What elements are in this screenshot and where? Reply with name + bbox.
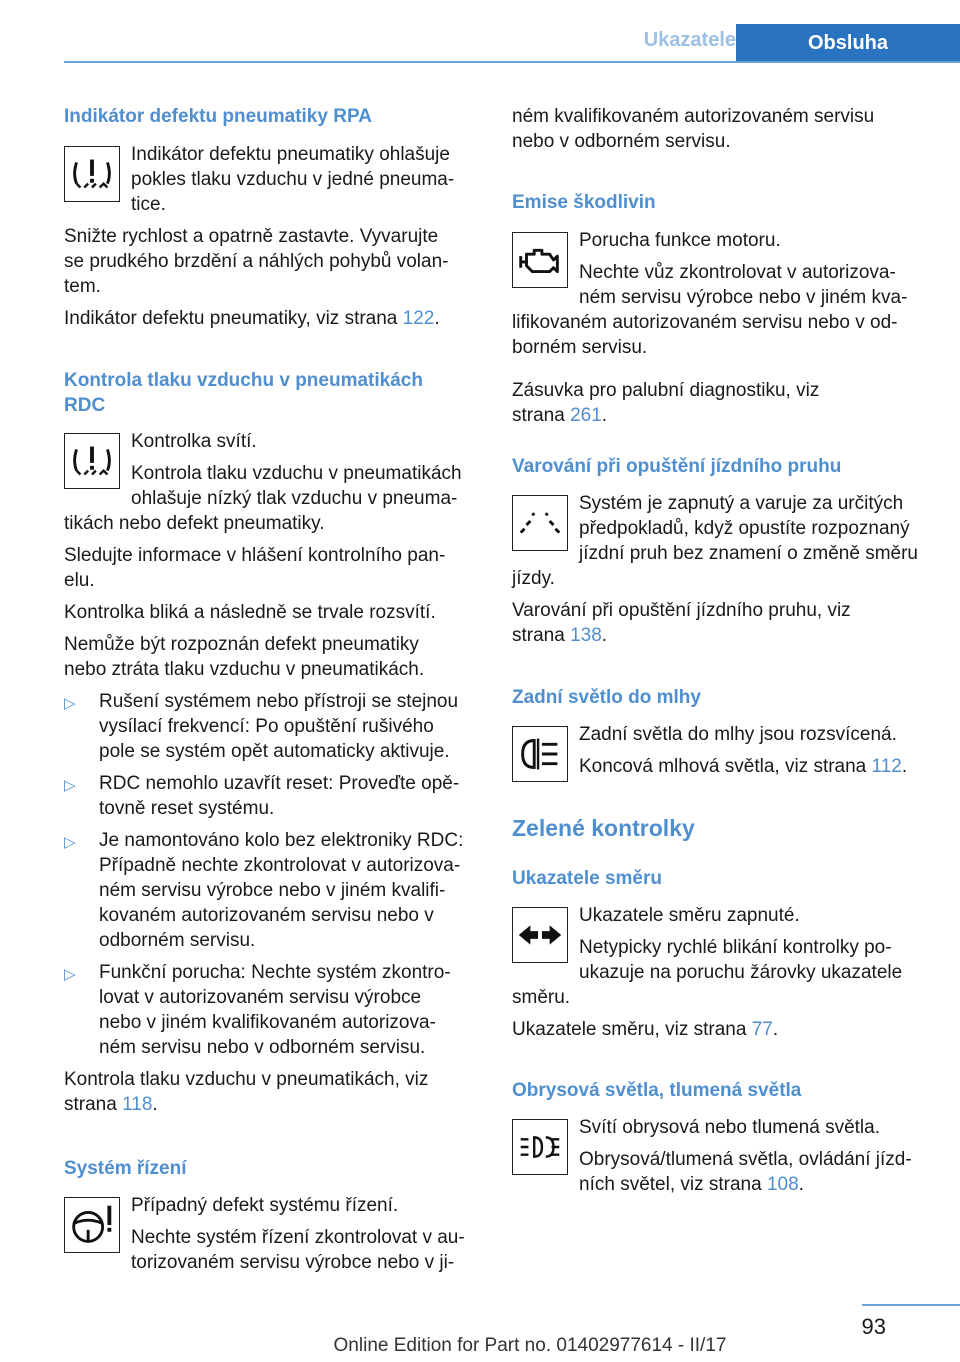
edition-footer: Online Edition for Part no. 01402977614 - II/17 [333, 1335, 727, 1356]
lane-text-line: jízdní pruh bez znamení o změně směru [579, 543, 919, 564]
bullet-icon: ▷ [64, 777, 76, 794]
rdc-paragraph-line: Sledujte informace v hlášení kontrolního pan‐ [64, 545, 446, 566]
list-item: Rušení systémem nebo přístroji se stejnou [99, 691, 459, 712]
list-item: Případně nechte zkontrolovat v autorizova‐ [99, 855, 461, 876]
reference-text: ních světel, viz strana [579, 1174, 767, 1195]
list-item: lovat v autorizovaném servisu výrobce [99, 987, 422, 1008]
emissions-text-line: Porucha funkce motoru. [579, 230, 781, 251]
page-link[interactable]: 118 [122, 1094, 153, 1115]
list-item: ném servisu nebo v odborném servisu. [99, 1037, 426, 1058]
rpa-text-line: Indikátor defektu pneumatiky ohlašuje [131, 144, 450, 165]
rdc-reference: strana 118. [64, 1094, 158, 1115]
rdc-paragraph-line: Kontrolka bliká a následně se trvale rozsvítí. [64, 602, 436, 623]
fog-heading: Zadní světlo do mlhy [512, 687, 701, 708]
green-indicators-heading: Zelené kontrolky [512, 815, 695, 841]
reference-text: strana [512, 625, 571, 646]
lane-text-line: Systém je zapnutý a varuje za určitých [579, 493, 904, 514]
steering-text-line: Nechte systém řízení zkontrolovat v au‐ [131, 1227, 465, 1248]
rpa-paragraph-line: tem. [64, 276, 101, 297]
parking-lights-heading: Obrysová světla, tlumená světla [512, 1080, 802, 1101]
page-link[interactable]: 77 [751, 1019, 773, 1040]
bullet-icon: ▷ [64, 695, 76, 712]
page-number: 93 [861, 1314, 886, 1339]
lane-heading: Varování při opuštění jízdního pruhu [512, 456, 842, 477]
steering-warning-icon [64, 1197, 120, 1253]
turn-text-line: směru. [512, 987, 571, 1008]
turn-text-line: ukazuje na poruchu žárovky ukazatele [579, 962, 903, 983]
lane-text-line: předpokladů, když opustíte rozpoznaný [579, 518, 910, 539]
emissions-reference-line: Zásuvka pro palubní diagnostiku, viz [512, 380, 820, 401]
emissions-reference: strana 261. [512, 405, 608, 426]
header-section-label: Ukazatele [643, 29, 736, 51]
list-item: kovaném autorizovaném servisu nebo v [99, 905, 434, 926]
page-link[interactable]: 112 [871, 756, 902, 777]
page-link[interactable]: 122 [402, 308, 435, 329]
bullet-icon: ▷ [64, 966, 76, 983]
continued-text-line: nebo v odborném servisu. [512, 131, 731, 152]
parking-lights-icon [512, 1119, 568, 1175]
turn-reference: Ukazatele směru, viz strana 77. [512, 1019, 779, 1040]
steering-text-line: Případný defekt systému řízení. [131, 1195, 399, 1216]
reference-text: strana [64, 1094, 123, 1115]
tire-pressure-warning-icon [64, 433, 120, 489]
steering-heading: Systém řízení [64, 1158, 187, 1179]
rpa-paragraph-line: Snižte rychlost a opatrně zastavte. Vyvarujte [64, 226, 439, 247]
emissions-text-line: borném servisu. [512, 337, 648, 358]
lane-departure-icon [512, 495, 568, 551]
emissions-heading: Emise škodlivin [512, 192, 656, 213]
page-header [64, 24, 960, 62]
rdc-text-line: Kontrolka svítí. [131, 431, 257, 452]
rear-fog-light-icon [512, 726, 568, 782]
emissions-text-line: ném servisu výrobce nebo v jiném kva‐ [579, 287, 908, 308]
list-item: Funkční porucha: Nechte systém zkontro‐ [99, 962, 451, 983]
list-item: RDC nemohlo uzavřít reset: Proveďte opě‐ [99, 773, 460, 794]
rdc-paragraph-line: elu. [64, 570, 95, 591]
rpa-text-line: pokles tlaku vzduchu v jedné pneuma‐ [131, 169, 455, 190]
page-link[interactable]: 108 [766, 1174, 799, 1195]
reference-text: Ukazatele směru, viz strana [512, 1019, 752, 1040]
tire-pressure-warning-icon [64, 146, 120, 202]
fog-reference: Koncová mlhová světla, viz strana 112. [579, 756, 908, 777]
list-item: odborném servisu. [99, 930, 256, 951]
rpa-paragraph-line: se prudkého brzdění a náhlých pohybů volan‐ [64, 251, 449, 272]
rdc-paragraph-line: Nemůže být rozpoznán defekt pneumatiky [64, 634, 419, 655]
rdc-text-line: tikách nebo defekt pneumatiky. [64, 513, 325, 534]
reference-text: strana [512, 405, 571, 426]
list-item: Je namontováno kolo bez elektroniky RDC: [99, 830, 464, 851]
list-item: vysílací frekvencí: Po opuštění rušivého [99, 716, 434, 737]
turn-text-line: Ukazatele směru zapnuté. [579, 905, 800, 926]
list-item: ném servisu výrobce nebo v jiném kvalifi‐ [99, 880, 446, 901]
rpa-heading: Indikátor defektu pneumatiky RPA [64, 106, 372, 127]
lane-reference: strana 138. [512, 625, 608, 646]
page-link[interactable]: 261 [570, 405, 602, 426]
list-item: pole se systém opět automaticky aktivuje. [99, 741, 450, 762]
list-item: nebo v jiném kvalifikovaném autorizova‐ [99, 1012, 436, 1033]
header-chapter-tab[interactable]: Obsluha [736, 24, 960, 62]
rdc-paragraph-line: nebo ztráta tlaku vzduchu v pneumatikách. [64, 659, 425, 680]
steering-text-line: torizovaném servisu výrobce nebo v ji‐ [131, 1252, 455, 1273]
footer-rule [862, 1304, 960, 1306]
emissions-text-line: lifikovaném autorizovaném servisu nebo v od‐ [512, 312, 898, 333]
check-engine-icon [512, 232, 568, 288]
parking-text-line: Svítí obrysová nebo tlumená světla. [579, 1117, 880, 1138]
lane-text-line: jízdy. [512, 568, 555, 589]
reference-text: Indikátor defektu pneumatiky, viz strana [64, 308, 403, 329]
fog-text-line: Zadní světla do mlhy jsou rozsvícená. [579, 724, 897, 745]
rdc-text-line: Kontrola tlaku vzduchu v pneumatikách [131, 463, 462, 484]
rpa-reference: Indikátor defektu pneumatiky, viz strana 122. [64, 308, 440, 329]
bullet-icon: ▷ [64, 834, 76, 851]
emissions-text-line: Nechte vůz zkontrolovat v autorizova‐ [579, 262, 896, 283]
reference-text: Koncová mlhová světla, viz strana [579, 756, 872, 777]
rdc-heading-cont: RDC [64, 395, 106, 416]
turn-signal-icon [512, 907, 568, 963]
page-link[interactable]: 138 [570, 625, 602, 646]
rdc-heading: Kontrola tlaku vzduchu v pneumatikách [64, 370, 423, 391]
rdc-reference-line: Kontrola tlaku vzduchu v pneumatikách, viz [64, 1069, 429, 1090]
list-item: tovně reset systému. [99, 798, 275, 819]
rpa-text-line: tice. [131, 194, 166, 215]
lane-reference-line: Varování při opuštění jízdního pruhu, viz [512, 600, 851, 621]
parking-reference: ních světel, viz strana 108. [579, 1174, 804, 1195]
continued-text-line: ném kvalifikovaném autorizovaném servisu [512, 106, 875, 127]
turn-signal-heading: Ukazatele směru [512, 868, 662, 889]
turn-text-line: Netypicky rychlé blikání kontrolky po‐ [579, 937, 892, 958]
rdc-text-line: ohlašuje nízký tlak vzduchu v pneuma‐ [131, 488, 458, 509]
parking-text-line: Obrysová/tlumená světla, ovládání jízd‐ [579, 1149, 912, 1170]
header-rule [64, 61, 960, 63]
